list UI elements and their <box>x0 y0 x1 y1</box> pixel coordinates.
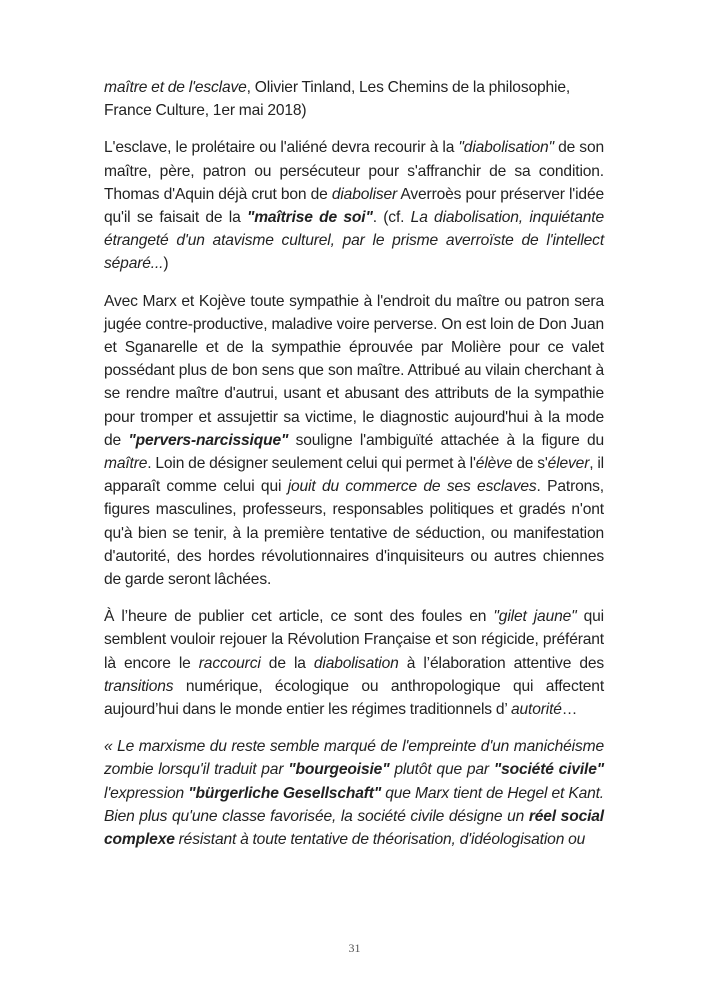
italic-text: plutôt que par <box>389 761 494 779</box>
text-run: … <box>561 701 578 719</box>
text-run: , Olivier Tinland, Les Chemins de la philosophie, France Culture, 1er mai 2018) <box>104 79 571 120</box>
text-run: de son maître, père, patron ou persécuteur pour s'affranchir de sa condition. Thomas d'Aquin déjà crut bon de <box>104 139 604 203</box>
bold-text <box>188 785 381 802</box>
paragraph-citation-end <box>104 76 604 122</box>
italic-text: diaboliser <box>331 185 398 203</box>
italic-text: élève <box>475 455 513 473</box>
italic-text: résistant à toute tentative de théorisation, d'idéologisation ou <box>174 831 586 849</box>
italic-text: « Le marxisme du reste semble marqué de l'empreinte d'un manichéisme zombie lorsqu'il traduit par <box>104 738 604 779</box>
italic-text: diabolisation <box>313 654 399 672</box>
emphasis-text: réel social complexe <box>104 807 604 849</box>
text-run: souligne l'ambiguïté attachée à la figure du <box>288 431 604 449</box>
emphasis-text: "bürgerliche Gesellschaft" <box>188 784 382 802</box>
text-run: À l’heure de publier cet article, ce sont des foules en <box>104 608 494 626</box>
body-text <box>104 76 604 865</box>
emphasis-text: "société civile" <box>493 761 604 779</box>
paragraph-gilet-jaune <box>104 605 604 721</box>
page-number: 31 <box>348 941 361 955</box>
text-run: de la <box>260 654 314 672</box>
italic-text: jouit du commerce de ses esclaves <box>287 478 537 496</box>
text-run: L'esclave, le prolétaire ou l'aliéné devra recourir à la <box>104 139 459 157</box>
paragraph-diabolisation <box>104 136 604 275</box>
paragraph-quote-marxisme <box>104 735 604 851</box>
italic-text: l'expression <box>104 784 189 802</box>
bold-text <box>247 209 373 226</box>
italic-text: élever <box>547 455 590 473</box>
emphasis-text: "maîtrise de soi" <box>246 209 373 227</box>
italic-text: transitions <box>104 677 174 695</box>
text-run: ) <box>163 255 169 273</box>
bold-text <box>494 761 604 778</box>
italic-text: "gilet jaune" <box>493 608 577 626</box>
italic-text: maître et de l'esclave <box>104 79 247 96</box>
text-run: . Loin de désigner seulement celui qui permet à l' <box>147 455 476 473</box>
text-run: qui semblent vouloir rejouer la Révolution Française et son régicide, préférant là encore le <box>104 608 604 672</box>
italic-text: raccourci <box>198 654 261 672</box>
text-run: à l’élaboration attentive des <box>398 654 605 672</box>
text-run: . (cf. <box>372 209 411 227</box>
text-run: . Patrons, figures masculines, professeurs, responsables politiques et gradés n'ont qu'à bien se tenir, à la première tentative de séduction, ou manifestation d'autorité, des hordes révolutionnaires d'inquisiteurs ou autres chiennes de garde seront lâchées. <box>104 478 604 589</box>
bold-text <box>288 761 389 778</box>
text-run: de s' <box>512 455 548 473</box>
paragraph-marx-kojeve <box>104 290 604 592</box>
text-run: numérique, écologique ou anthropologique qui affectent aujourd’hui dans le monde entier les régimes traditionnels d’ <box>104 677 604 719</box>
italic-text: autorité <box>510 701 562 719</box>
italic-text: que Marx tient de Hegel et Kant. Bien plus qu'une classe favorisée, la société civile désigne un <box>104 784 604 825</box>
italic-text: "diabolisation" <box>458 139 554 157</box>
italic-text: La diabolisation, inquiétante étrangeté d'un atavisme culturel, par le prisme averroïste de l'intellect séparé... <box>104 209 604 273</box>
emphasis-text: "bourgeoisie" <box>288 761 390 779</box>
emphasis-text: "pervers-narcissique" <box>128 431 289 449</box>
text-run: , il apparaît comme celui qui <box>104 455 604 496</box>
text-run: Avec Marx et Kojève toute sympathie à l'endroit du maître ou patron sera jugée contre-productive, maladive voire perverse. On est loin de Don Juan et Sganarelle et de la sympathie éprouvée par Molière pour ce valet possédant plus de bon sens que son maître. Attribué au vilain cherchant à se rendre maître d'autrui, usant et abusant des attributs de la sympathie pour tromper et assujettir sa victime, le diagnostic aujourd'hui à la mode de <box>104 292 604 449</box>
bold-text <box>128 432 288 449</box>
text-run: Averroès pour préserver l'idée qu'il se faisait de la <box>104 185 604 227</box>
italic-text: maître <box>104 455 148 473</box>
